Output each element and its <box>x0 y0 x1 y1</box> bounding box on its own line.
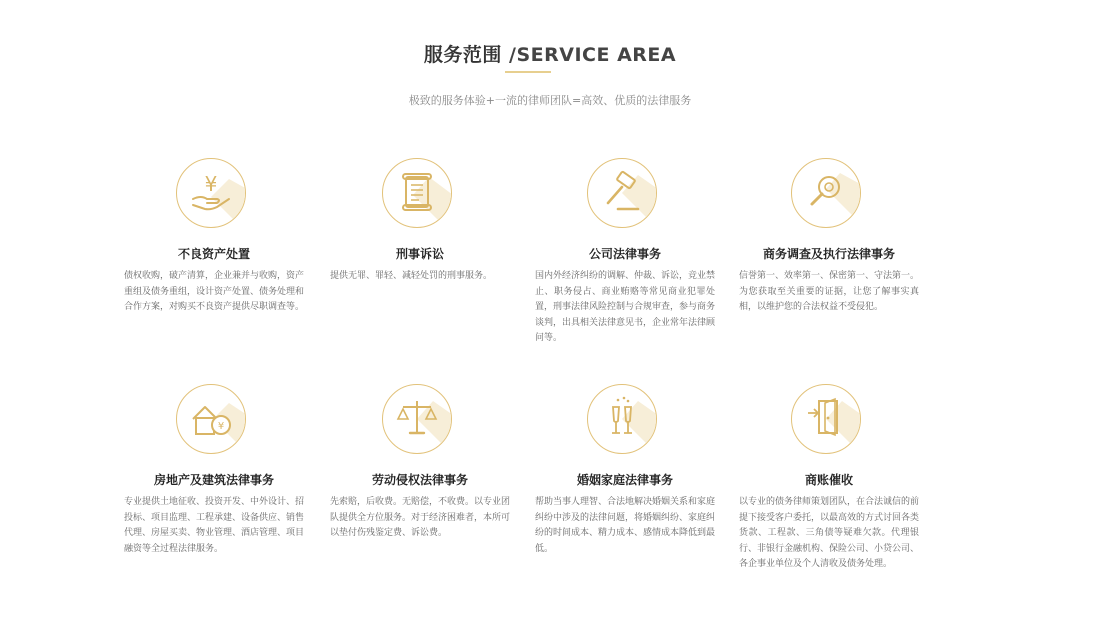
svg-text:¥: ¥ <box>217 421 225 432</box>
service-description: 以专业的债务律师策划团队，在合法诚信的前提下接受客户委托，以最高效的方式讨回各类货款、工程款、三角债等疑难欠款。代理银行、非银行金融机构、保险公司、小贷公司、各企事业单位及个人清收及债务处理。 <box>739 497 920 569</box>
service-title: 刑事诉讼 <box>395 247 444 261</box>
service-description: 帮助当事人理智、合法地解决婚姻关系和家庭纠纷中涉及的法律问题，将婚姻纠纷、家庭纠纷的时间成本、精力成本、感情成本降低到最低。 <box>535 497 716 554</box>
scales-icon <box>382 384 452 454</box>
gavel-icon <box>587 158 657 228</box>
page-subtitle: 极致的服务体验+一流的律师团队=高效、优质的法律服务 <box>408 94 692 107</box>
magnifier-icon <box>791 158 861 228</box>
service-description: 专业提供土地征收、投资开发、中外设计、招投标、项目监理、工程承建、设备供应、销售代理、房屋买卖、物业管理、酒店管理、项目融资等全过程法律服务。 <box>124 497 305 554</box>
service-description: 债权收购，破产清算，企业兼并与收购，资产重组及债务重组，设计资产处置、债务处理和合作方案，对购买不良资产提供尽职调查等。 <box>124 271 305 312</box>
service-title: 商账催收 <box>804 473 853 487</box>
house-coin-icon <box>176 384 246 454</box>
title-english: /SERVICE AREA <box>509 44 677 66</box>
service-title: 商务调查及执行法律事务 <box>762 247 895 261</box>
door-exit-icon <box>791 384 861 454</box>
title-underline <box>505 71 551 73</box>
service-title: 婚姻家庭法律事务 <box>576 473 673 487</box>
title-chinese: 服务范围 <box>423 44 502 66</box>
page-title <box>0 40 1100 67</box>
service-title: 不良资产处置 <box>177 247 250 261</box>
service-description: 信誉第一、效率第一、保密第一、守法第一。为您获取至关重要的证据，让您了解事实真相，以维护您的合法权益不受侵犯。 <box>739 271 920 312</box>
service-title: 公司法律事务 <box>588 247 661 261</box>
svg-text:¥: ¥ <box>204 172 218 196</box>
service-title: 劳动侵权法律事务 <box>371 473 468 487</box>
service-description: 提供无罪、罪轻、减轻处罚的刑事服务。 <box>330 271 493 281</box>
money-hand-icon <box>176 158 246 228</box>
service-title: 房地产及建筑法律事务 <box>153 473 274 487</box>
service-description: 先索赔，后收费。无赔偿，不收费。以专业团队提供全方位服务。对于经济困难者，本所可以垫付伤残鉴定费、诉讼费。 <box>330 497 511 538</box>
service-description: 国内外经济纠纷的调解、仲裁、诉讼，竞业禁止、职务侵占、商业贿赂等常见商业犯罪处置，刑事法律风险控制与合规审查，参与商务谈判，出具相关法律意见书，企业常年法律顾问等。 <box>535 271 716 343</box>
scroll-icon <box>382 158 452 228</box>
champagne-icon <box>587 384 657 454</box>
